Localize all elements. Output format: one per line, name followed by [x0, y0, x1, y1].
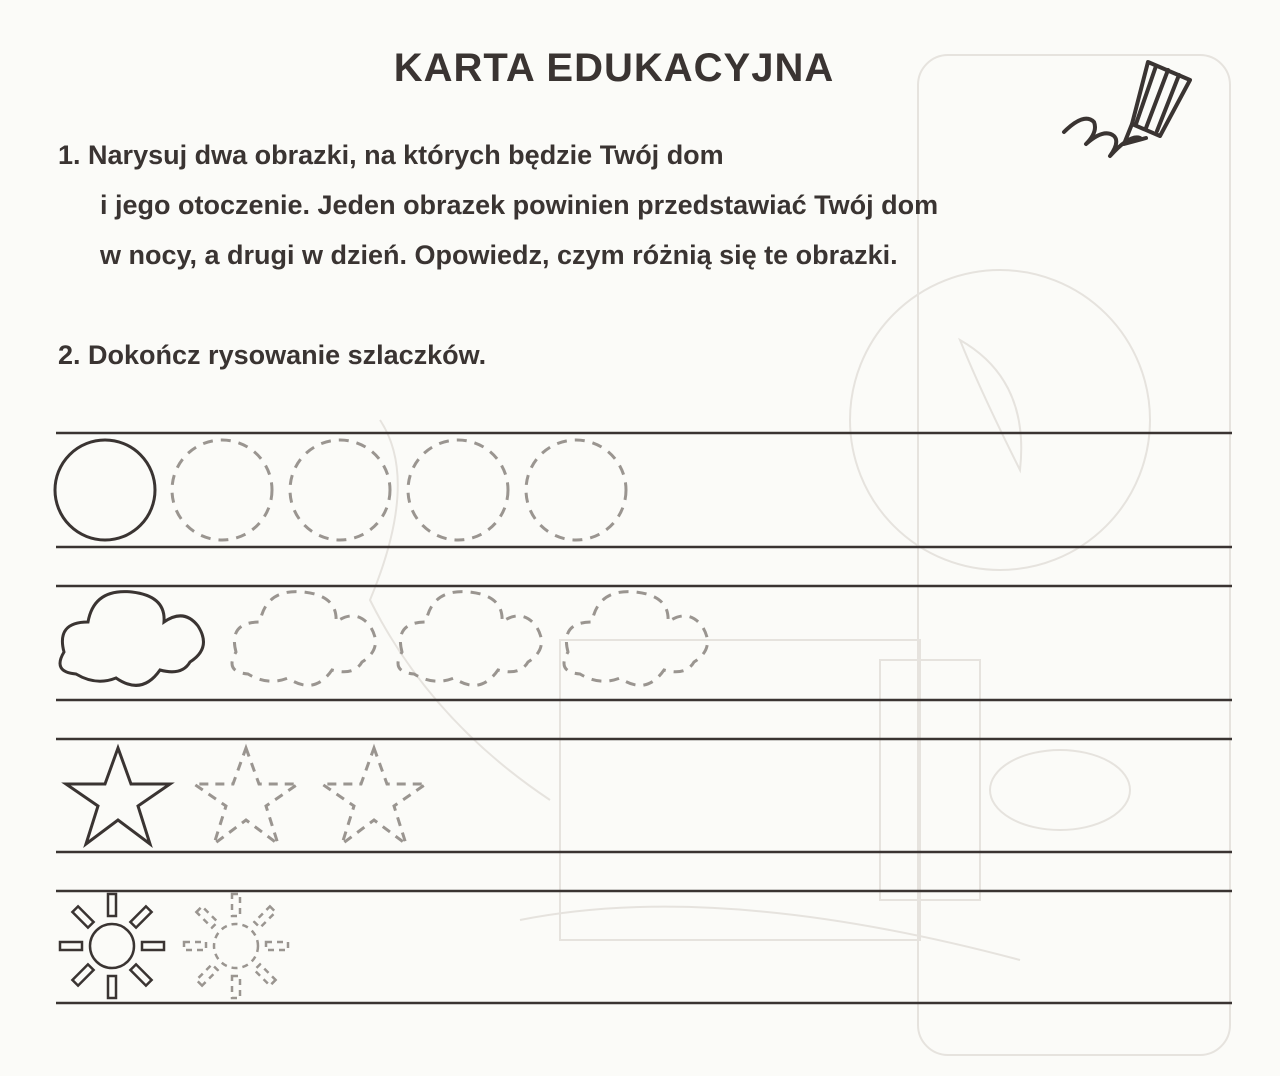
sun-tracing[interactable]: [184, 894, 288, 998]
circle-example: [55, 440, 155, 540]
task-1-line-2: i jego otoczenie. Jeden obrazek powinien przedstawiać Twój dom: [100, 190, 939, 220]
task-1-line-3: w nocy, a drugi w dzień. Opowiedz, czym różnią się te obrazki.: [100, 240, 898, 270]
circle-tracing[interactable]: [408, 440, 508, 540]
circle-tracing[interactable]: [290, 440, 390, 540]
cloud-tracing[interactable]: [564, 592, 707, 686]
task-2-text: Dokończ rysowanie szlaczków.: [88, 340, 487, 370]
task-1-number: 1.: [58, 140, 81, 170]
star-tracing[interactable]: [322, 748, 426, 844]
task-2-number: 2.: [58, 340, 81, 370]
sun-example: [60, 894, 164, 998]
star-tracing[interactable]: [194, 748, 298, 844]
circle-tracing[interactable]: [526, 440, 626, 540]
cloud-example: [60, 592, 203, 686]
page-title: KARTA EDUKACYJNA: [393, 46, 835, 90]
star-example: [66, 748, 170, 844]
cloud-tracing[interactable]: [232, 592, 375, 686]
ruled-lines: [56, 433, 1232, 1003]
circle-tracing[interactable]: [172, 440, 272, 540]
task-1-text-1: Narysuj dwa obrazki, na których będzie Twój dom: [88, 140, 724, 170]
cloud-tracing[interactable]: [398, 592, 541, 686]
